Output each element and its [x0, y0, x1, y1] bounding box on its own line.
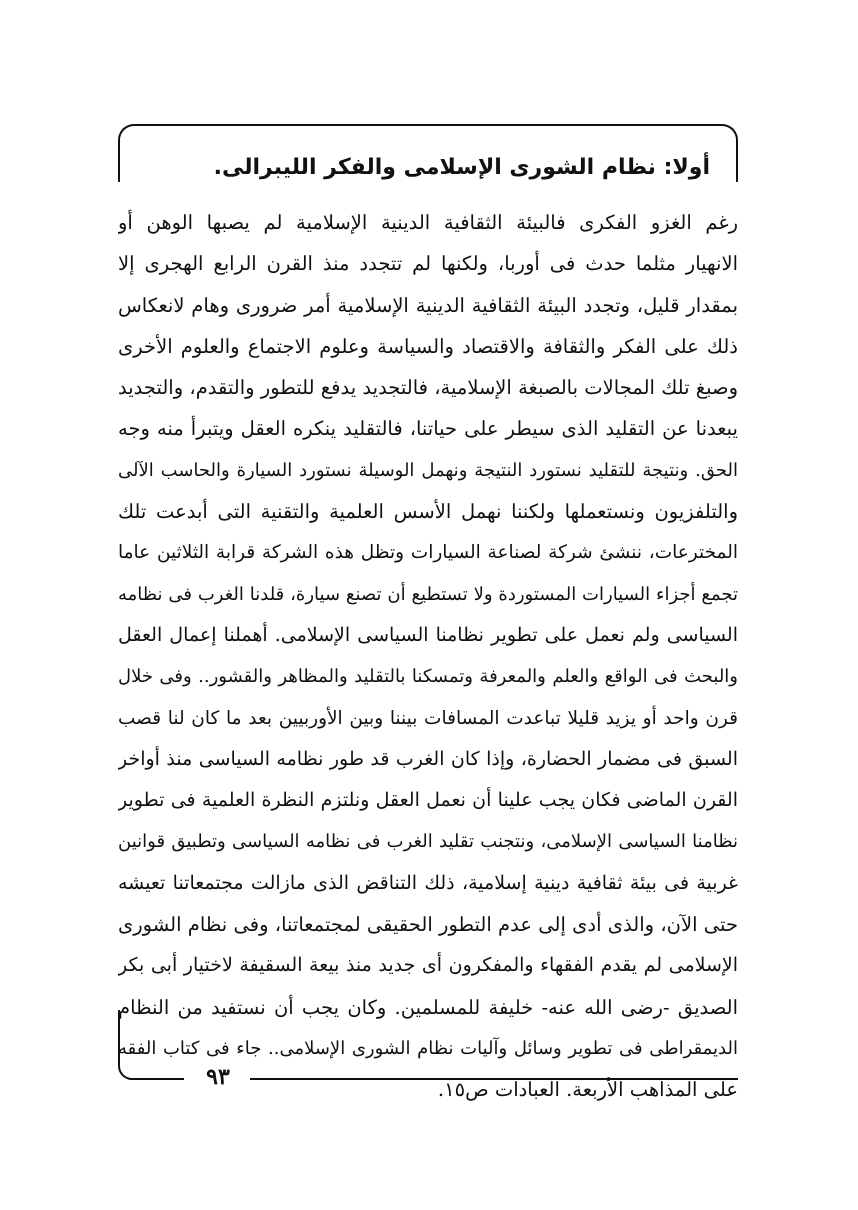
text-line: غربية فى بيئة ثقافية دينية إسلامية، ذلك التناقض الذى مازالت مجتمعاتنا تعيشه [118, 871, 738, 894]
text-line: نظامنا السياسى الإسلامى، ونتجنب تقليد الغرب فى نظامه السياسى وتطبيق قوانين [118, 831, 738, 853]
section-heading: أولا: نظام الشورى الإسلامى والفكر الليبرالى. [213, 155, 710, 180]
text-line: الحق. ونتيجة للتقليد نستورد النتيجة ونهمل الوسيلة نستورد السيارة والحاسب الآلى [118, 459, 738, 481]
body-paragraph [118, 202, 738, 1111]
page-number: ٩٣ [206, 1064, 230, 1090]
text-line: السبق فى مضمار الحضارة، وإذا كان الغرب قد طور نظامه السياسى منذ أواخر [118, 747, 738, 770]
text-line: ذلك على الفكر والثقافة والاقتصاد والسياسة وعلوم الاجتماع والعلوم الأخرى [118, 334, 738, 358]
text-line: والبحث فى الواقع والعلم والمعرفة وتمسكنا بالتقليد والمظاهر والقشور.. وفى خلال [118, 666, 738, 688]
text-line: حتى الآن، والذى أدى إلى عدم التطور الحقيقى لمجتمعاتنا، وفى نظام الشورى [118, 913, 738, 937]
text-line: رغم الغزو الفكرى فالبيئة الثقافية الدينية الإسلامية لم يصبها الوهن أو [118, 211, 738, 234]
text-line: الديمقراطى فى تطوير وسائل وآليات نظام الشورى الإسلامى.. جاء فى كتاب الفقه [118, 1037, 738, 1059]
text-line: الإسلامى لم يقدم الفقهاء والمفكرون أى جديد منذ بيعة السقيفة لاختيار أبى بكر [118, 954, 738, 977]
footnote-line: على المذاهب الأربعة. العبادات ص١٥. [437, 1078, 738, 1102]
text-line: قرن واحد أو يزيد قليلا تباعدت المسافات بيننا وبين الأوربيين بعد ما كان لنا قصب [118, 707, 738, 729]
footer-rule-left [138, 1078, 184, 1080]
text-line: والتلفزيون ونستعملها ولكننا نهمل الأسس العلمية والتقنية التى أبدعت تلك [118, 500, 738, 524]
text-line: القرن الماضى فكان يجب علينا أن نعمل العقل ونلتزم النظرة العلمية فى تطوير [118, 789, 738, 812]
text-line: بمقدار قليل، وتجدد البيئة الثقافية الدينية الإسلامية أمر ضرورى وهام لانعكاس [118, 293, 738, 317]
text-line: السياسى ولم نعمل على تطوير نظامنا السياسى الإسلامى. أهملنا إعمال العقل [118, 623, 738, 646]
text-line: الانهيار مثلما حدث فى أوربا، ولكنها لم تتجدد منذ القرن الرابع الهجرى إلا [118, 252, 738, 276]
footer-rule-right [250, 1078, 738, 1080]
frame-bottom-corner [118, 1010, 140, 1080]
text-line: وصبغ تلك المجالات بالصبغة الإسلامية، فالتجديد يدفع للتطور والتقدم، والتجديد [118, 376, 738, 400]
text-line: المخترعات، ننشئ شركة لصناعة السيارات وتظل هذه الشركة قرابة الثلاثين عاما [118, 542, 738, 564]
text-line: الصديق -رضى الله عنه- خليفة للمسلمين. وكان يجب أن نستفيد من النظام [118, 995, 738, 1019]
text-line: يبعدنا عن التقليد الذى سيطر على حياتنا، فالتقليد ينكره العقل ويتبرأ منه وجه [118, 417, 738, 441]
text-line: تجمع أجزاء السيارات المستوردة ولا تستطيع أن تصنع سيارة، قلدنا الغرب فى نظامه [118, 583, 738, 605]
